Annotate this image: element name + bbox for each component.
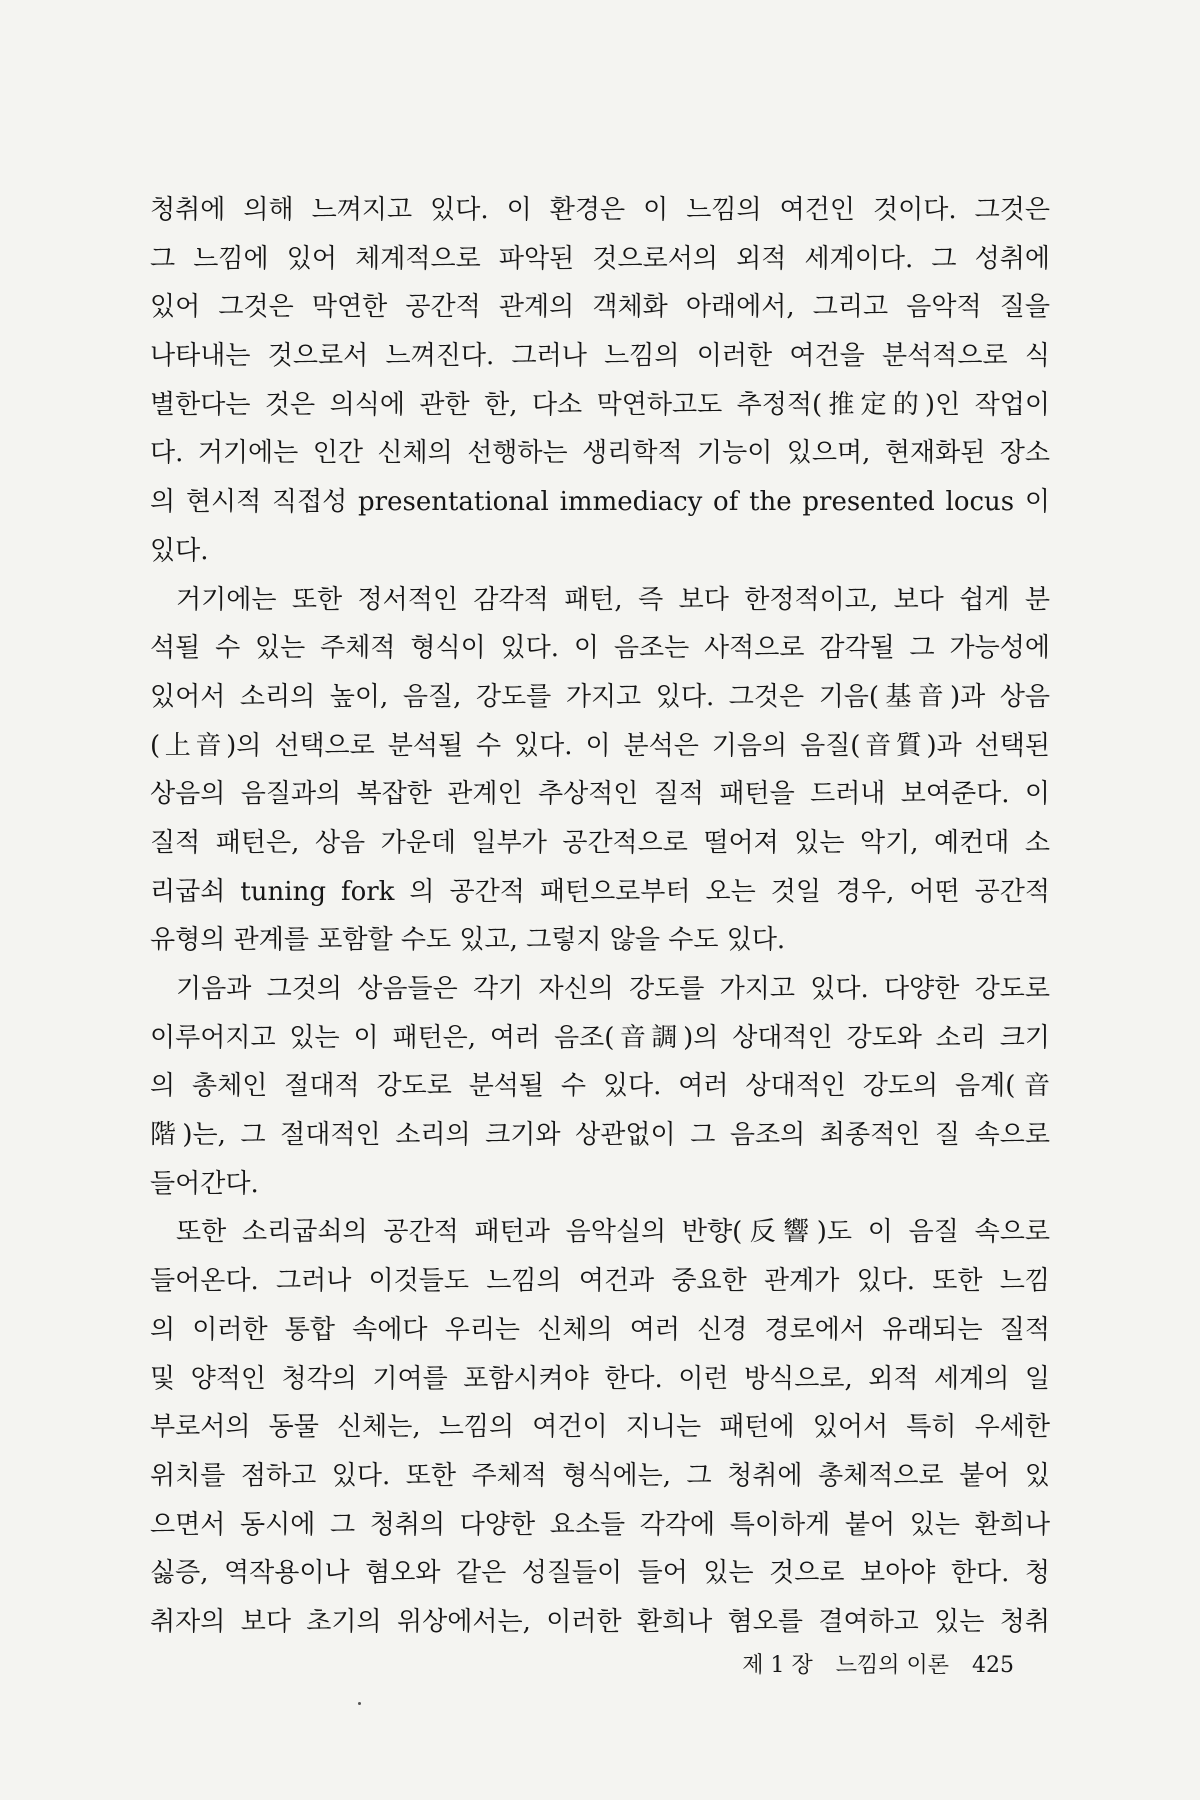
text-line: 있어서 소리의 높이, 음질, 강도를 가지고 있다. 그것은 기음(基音)과 상음 — [150, 681, 1050, 712]
text-line: 들어온다. 그러나 이것들도 느낌의 여건과 중요한 관계가 있다. 또한 느낌 — [150, 1266, 1050, 1297]
page-footer — [742, 1648, 1014, 1679]
text-line: 階)는, 그 절대적인 소리의 크기와 상관없이 그 음조의 최종적인 질 속으로 — [150, 1120, 1050, 1151]
text-line: 의 총체인 절대적 강도로 분석될 수 있다. 여러 상대적인 강도의 음계(音 — [150, 1071, 1051, 1102]
text-line: 이루어지고 있는 이 패턴은, 여러 음조(音調)의 상대적인 강도와 소리 크기 — [150, 1022, 1050, 1053]
text-line: 청취에 의해 느껴지고 있다. 이 환경은 이 느낌의 여건인 것이다. 그것은 — [150, 195, 1050, 225]
scan-speck — [358, 1702, 361, 1705]
body-text — [150, 186, 1050, 1647]
text-line: 유형의 관계를 포함할 수도 있고, 그렇지 않을 수도 있다. — [150, 925, 786, 956]
text-line: 위치를 점하고 있다. 또한 주체적 형식에는, 그 청취에 총체적으로 붙어 있 — [150, 1460, 1050, 1491]
paragraph — [150, 965, 1050, 1208]
page-number: 425 — [972, 1653, 1014, 1678]
text-line: (上音)의 선택으로 분석될 수 있다. 이 분석은 기음의 음질(音質)과 선택된 — [150, 730, 1050, 761]
text-line: 기음과 그것의 상음들은 각기 자신의 강도를 가지고 있다. 다양한 강도로 — [176, 974, 1050, 1004]
text-line: 나타내는 것으로서 느껴진다. 그러나 느낌의 이러한 여건을 분석적으로 식 — [150, 341, 1050, 372]
text-line: 부로서의 동물 신체는, 느낌의 여건이 지니는 패턴에 있어서 특히 우세한 — [150, 1412, 1050, 1443]
text-line: 또한 소리굽쇠의 공간적 패턴과 음악실의 반향(反響)도 이 음질 속으로 — [176, 1217, 1050, 1248]
text-line: 및 양적인 청각의 기여를 포함시켜야 한다. 이런 방식으로, 외적 세계의 일 — [150, 1363, 1050, 1394]
text-line: 리굽쇠 tuning fork 의 공간적 패턴으로부터 오는 것일 경우, 어떤 공간적 — [150, 876, 1050, 907]
text-line: 질적 패턴은, 상음 가운데 일부가 공간적으로 떨어져 있는 악기, 예컨대 소 — [150, 827, 1050, 858]
text-line: 있어 그것은 막연한 공간적 관계의 객체화 아래에서, 그리고 음악적 질을 — [150, 292, 1050, 323]
text-line: 싫증, 역작용이나 혐오와 같은 성질들이 들어 있는 것으로 보아야 한다. 청 — [150, 1558, 1050, 1589]
text-line: 의 현시적 직접성 presentational immediacy of the presented locus 이 — [150, 487, 1050, 518]
text-line: 으면서 동시에 그 청취의 다양한 요소들 각각에 특이하게 붙어 있는 환희나 — [150, 1509, 1050, 1540]
text-line: 취자의 보다 초기의 위상에서는, 이러한 환희나 혐오를 결여하고 있는 청취 — [150, 1606, 1050, 1637]
text-line: 상음의 음질과의 복잡한 관계인 추상적인 질적 패턴을 드러내 보여준다. 이 — [150, 779, 1050, 810]
chapter-label: 제 1 장 — [742, 1653, 813, 1678]
paragraph — [150, 1208, 1050, 1646]
text-line: 석될 수 있는 주체적 형식이 있다. 이 음조는 사적으로 감각될 그 가능성에 — [150, 633, 1050, 664]
text-line: 다. 거기에는 인간 신체의 선행하는 생리학적 기능이 있으며, 현재화된 장소 — [150, 438, 1050, 469]
text-line: 들어간다. — [150, 1168, 259, 1199]
text-line: 거기에는 또한 정서적인 감각적 패턴, 즉 보다 한정적이고, 보다 쉽게 분 — [176, 584, 1050, 615]
text-line: 있다. — [150, 535, 209, 566]
paragraph — [150, 576, 1050, 966]
text-line: 별한다는 것은 의식에 관한 한, 다소 막연하고도 추정적(推定的)인 작업이 — [150, 389, 1050, 420]
text-line: 의 이러한 통합 속에다 우리는 신체의 여러 신경 경로에서 유래되는 질적 — [150, 1314, 1050, 1345]
paragraph — [150, 186, 1050, 576]
text-line: 그 느낌에 있어 체계적으로 파악된 것으로서의 외적 세계이다. 그 성취에 — [150, 243, 1050, 274]
chapter-title: 느낌의 이론 — [835, 1653, 949, 1678]
